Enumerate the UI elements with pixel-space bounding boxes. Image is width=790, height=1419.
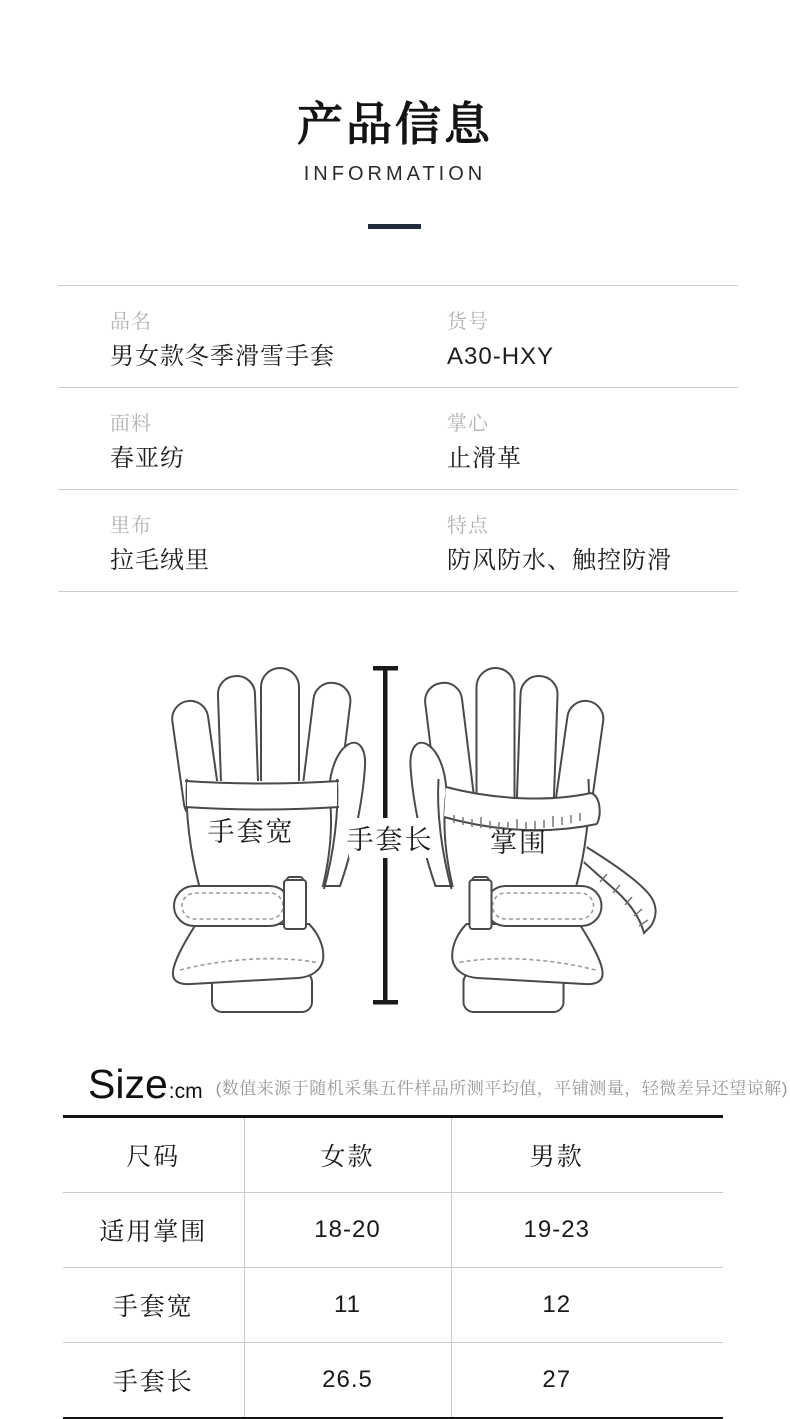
size-note: (数值来源于随机采集五件样品所测平均值，平铺测量，轻微差异还望谅解)	[215, 1079, 788, 1098]
spec-value: A30-HXY	[447, 343, 555, 370]
row-label-cell: 手套长	[112, 1368, 194, 1396]
spec-value: 防风防水、触控防滑	[447, 547, 672, 574]
glove-length-label: 手套长	[346, 825, 434, 855]
size-unit: :cm	[168, 1080, 203, 1103]
glove-measurement-diagram	[0, 630, 790, 1050]
spec-item	[447, 286, 738, 387]
spec-item	[447, 388, 738, 489]
spec-label: 特点	[447, 515, 489, 537]
spec-item	[447, 490, 738, 591]
page-subtitle: INFORMATION	[303, 163, 487, 185]
palm-circumference-label: 掌围	[490, 828, 548, 858]
spec-label: 面料	[110, 413, 152, 435]
size-table	[63, 1115, 723, 1419]
spec-label: 里布	[110, 515, 152, 537]
spec-item	[58, 490, 447, 591]
value-cell: 19-23	[451, 1193, 723, 1268]
spec-value: 拉毛绒里	[110, 547, 210, 574]
spec-label: 货号	[447, 311, 489, 333]
value-cell: 11	[244, 1268, 451, 1343]
size-heading	[88, 1061, 788, 1107]
spec-value: 男女款冬季滑雪手套	[110, 343, 335, 370]
row-label-cell: 手套宽	[63, 1268, 244, 1343]
title-underline	[368, 224, 421, 229]
glove-width-label: 手套宽	[207, 817, 295, 847]
size-table-header-cell: 男款	[451, 1117, 723, 1193]
spec-value: 止滑革	[447, 445, 522, 472]
table-row	[63, 1268, 723, 1343]
page-title: 产品信息	[297, 98, 493, 150]
spec-label: 掌心	[447, 413, 489, 435]
spec-list	[58, 285, 738, 592]
row-label-cell: 适用掌围	[63, 1193, 244, 1268]
spec-item	[58, 388, 447, 489]
spec-item	[58, 286, 447, 387]
value-cell: 12	[451, 1268, 723, 1343]
value-cell: 18-20	[244, 1193, 451, 1268]
spec-label: 品名	[110, 311, 152, 333]
size-title: Size	[88, 1061, 168, 1107]
spec-row	[58, 490, 738, 592]
spec-row	[58, 286, 738, 388]
spec-value: 春亚纺	[110, 445, 185, 472]
table-row	[63, 1193, 723, 1268]
value-cell: 27	[451, 1343, 723, 1419]
size-table-header-cell: 尺码	[63, 1117, 244, 1193]
value-cell: 26.5	[244, 1343, 451, 1419]
table-row	[63, 1343, 723, 1419]
size-table-header-cell: 女款	[244, 1117, 451, 1193]
size-table-header-row	[63, 1117, 723, 1193]
spec-row	[58, 388, 738, 490]
